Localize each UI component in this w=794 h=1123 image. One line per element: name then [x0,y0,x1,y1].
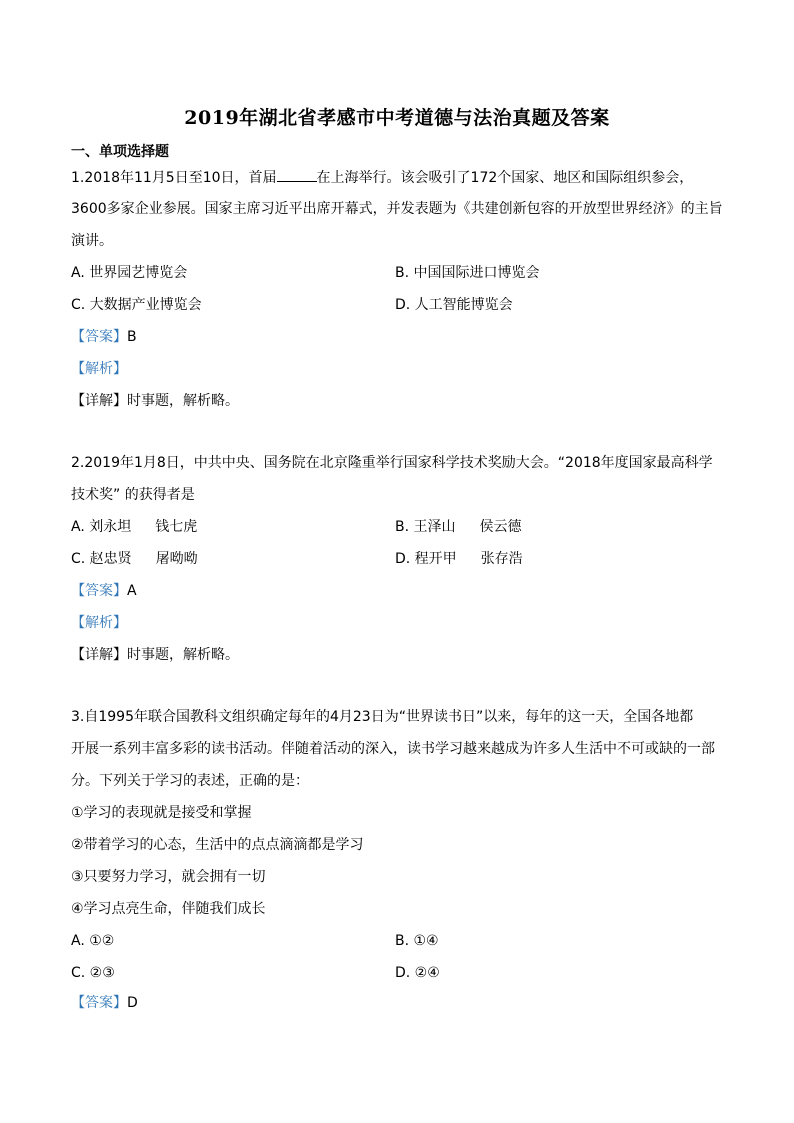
q3-answer [71,993,731,1013]
q3-option-a: A. ①② [71,933,115,949]
option-name-2: 钱七虎 [155,519,198,535]
detail-tag: 【详解】 [71,647,127,663]
section-heading: 一、单项选择题 [71,144,169,160]
q2-option-b [395,517,522,537]
q2-option-a [71,517,197,537]
q1-option-c: C. 大数据产业博览会 [71,297,202,313]
q3-item-1: ①学习的表现就是接受和掌握 [71,805,252,821]
q3-option-c: C. ②③ [71,965,115,981]
option-name-1: C. 赵忠贤 [71,551,132,567]
fill-blank [277,167,317,182]
q2-option-d [395,549,523,569]
q1-analysis-tag: 【解析】 [71,361,127,377]
answer-value: D [127,995,138,1011]
q3-item-3: ③只要努力学习，就会拥有一切 [71,869,266,885]
q1-option-d: D. 人工智能博览会 [395,297,513,313]
option-name-2: 张存浩 [480,551,523,567]
detail-text: 时事题，解析略。 [127,393,239,409]
q3-line-1: 3.自1995年联合国教科文组织确定每年的4月23日为“世界读书日”以来，每年的这一天，全国各地都 [71,709,694,725]
q3-line-2: 开展一系列丰富多彩的读书活动。伴随着活动的深入，读书学习越来越成为许多人生活中不可或缺的一部 [71,741,715,757]
q1-detail [71,391,731,411]
q2-line-1: 2.2019年1月8日，中共中央、国务院在北京隆重举行国家科学技术奖励大会。“2018年度国家最高科学 [71,455,713,471]
q1-line-2: 3600多家企业参展。国家主席习近平出席开幕式，并发表题为《共建创新包容的开放型世界经济》的主旨 [71,201,723,217]
q1-text-b: 在上海举行。该会吸引了172个国家、地区和国际组织参会， [316,170,694,186]
q2-analysis-tag: 【解析】 [71,615,127,631]
answer-value: A [127,583,137,599]
q3-line-3: 分。下列关于学习的表述，正确的是： [71,773,309,789]
q1-answer [71,327,731,347]
q1-option-a: A. 世界园艺博览会 [71,265,188,281]
q3-option-d: D. ②④ [395,965,440,981]
detail-tag: 【详解】 [71,393,127,409]
answer-tag: 【答案】 [71,329,127,345]
q1-line-1 [71,167,731,188]
q3-option-b: B. ①④ [395,933,439,949]
q1-option-b: B. 中国国际进口博览会 [395,265,540,281]
q2-line-2: 技术奖” 的获得者是 [71,487,195,503]
q3-item-4: ④学习点亮生命，伴随我们成长 [71,901,266,917]
q2-detail [71,645,731,665]
option-name-2: 屠呦呦 [155,551,198,567]
q1-line-3: 演讲。 [71,233,113,249]
q2-option-c [71,549,198,569]
answer-value: B [127,329,137,345]
detail-text: 时事题，解析略。 [127,647,239,663]
option-name-2: 侯云德 [479,519,522,535]
page-title: 2019年湖北省孝感市中考道德与法治真题及答案 [184,107,610,129]
q1-text-a: 1.2018年11月5日至10日，首届 [71,170,277,186]
option-name-1: A. 刘永坦 [71,519,132,535]
option-name-1: D. 程开甲 [395,551,457,567]
answer-tag: 【答案】 [71,583,127,599]
q3-item-2: ②带着学习的心态，生活中的点点滴滴都是学习 [71,837,364,853]
option-name-1: B. 王泽山 [395,519,456,535]
q2-answer [71,581,731,601]
answer-tag: 【答案】 [71,995,127,1011]
